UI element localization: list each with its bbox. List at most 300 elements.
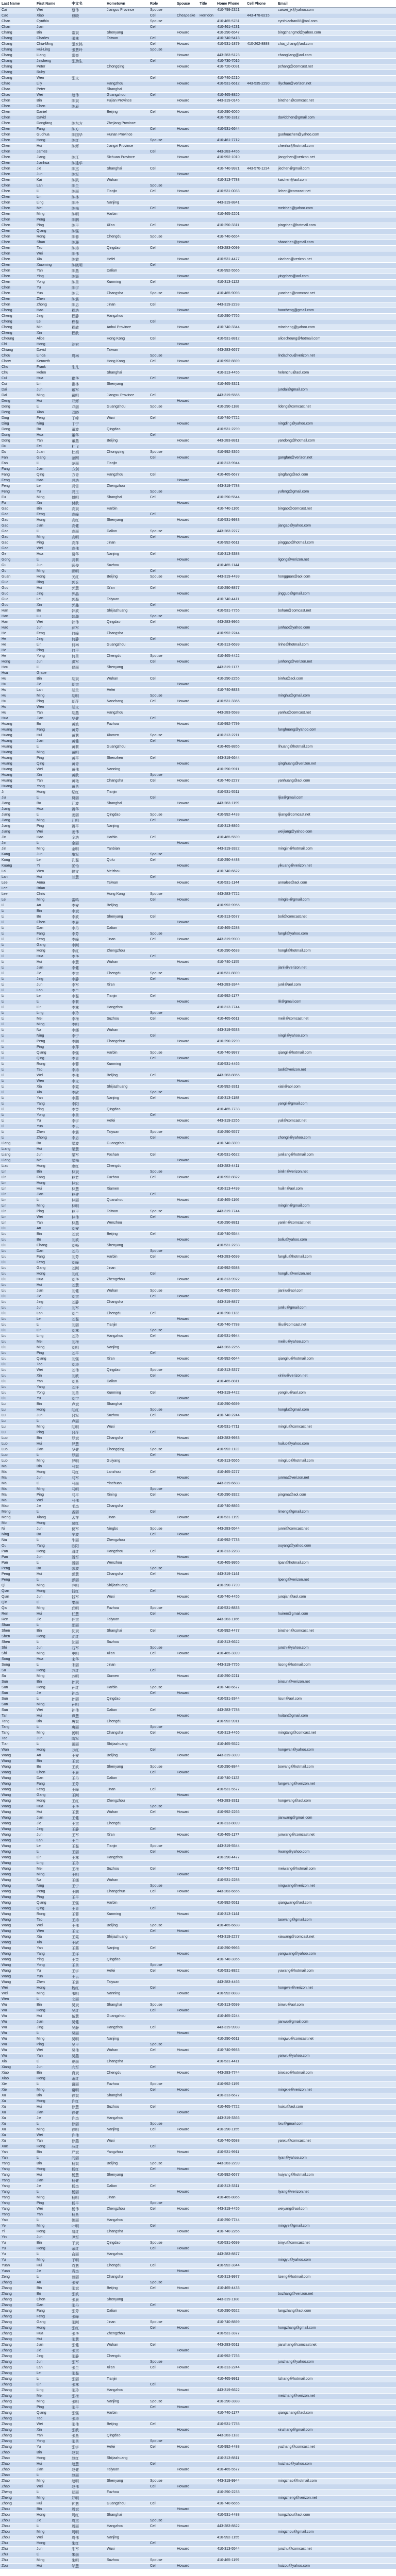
table-row	[0, 1527, 396, 1532]
chinese-name-cell: 郑丽	[70, 2490, 105, 2496]
role-cell: Spouse	[148, 971, 175, 977]
first-name-cell: Hua	[35, 954, 70, 960]
email-cell	[276, 172, 396, 178]
chinese-name-cell: 王明	[70, 1872, 105, 1878]
chinese-name-cell: 周琳	[70, 353, 105, 359]
chinese-name-cell: 王宇	[70, 1969, 105, 1974]
last-name-cell: Zhang	[0, 2303, 35, 2309]
last-name-cell: Chen	[0, 127, 35, 132]
home-phone-cell	[216, 1022, 245, 1028]
chinese-name-cell: 宋丽	[70, 1663, 105, 1668]
table-row	[0, 450, 396, 455]
hometown-cell: Changsha	[105, 1731, 148, 1736]
cell-phone-cell	[245, 2280, 276, 2286]
hometown-cell: Chengdu	[105, 654, 148, 659]
table-header	[0, 0, 396, 8]
spouse-cell: Howard	[175, 438, 198, 444]
spouse-cell: Howard	[175, 30, 198, 36]
email-cell: xinzhang@gmail.com	[276, 2428, 396, 2433]
role-cell	[148, 2337, 175, 2343]
title-cell	[198, 1498, 216, 1504]
last-name-cell: Lin	[0, 1209, 35, 1215]
title-cell	[198, 1680, 216, 1685]
table-row	[0, 931, 396, 937]
table-row	[0, 319, 396, 325]
chinese-name-cell: 李安	[70, 903, 105, 909]
role-cell: Spouse	[148, 489, 175, 495]
email-cell: lizhang@hotmail.com	[276, 2377, 396, 2382]
role-cell: Cell	[148, 1413, 175, 1419]
email-cell	[276, 234, 396, 240]
last-name-cell: Pan	[0, 1549, 35, 1555]
table-row	[0, 2048, 396, 2054]
home-phone-cell	[216, 2258, 245, 2263]
table-row	[0, 2127, 396, 2133]
email-cell	[276, 648, 396, 654]
first-name-cell: Li	[35, 1742, 70, 1748]
title-cell	[198, 348, 216, 353]
first-name-cell: Xia	[35, 1935, 70, 1940]
first-name-cell: Ping	[35, 756, 70, 761]
title-cell	[198, 1328, 216, 1334]
chinese-name-cell: 张军	[70, 2360, 105, 2365]
first-name-cell: Wei	[35, 2484, 70, 2490]
table-row	[0, 1617, 396, 1623]
title-cell	[198, 1272, 216, 1277]
title-cell	[198, 93, 216, 98]
role-cell	[148, 727, 175, 733]
chinese-name-cell: 郭鑫	[70, 603, 105, 608]
cell-phone-cell	[245, 2405, 276, 2411]
role-cell	[148, 132, 175, 138]
last-name-cell: Dai	[0, 387, 35, 393]
chinese-name-cell: 潘丽	[70, 1561, 105, 1566]
hometown-cell	[105, 795, 148, 801]
cell-phone-cell	[245, 1923, 276, 1929]
title-cell	[198, 1170, 216, 1175]
table-row	[0, 2326, 396, 2331]
email-cell: hongwang@aol.com	[276, 1799, 396, 1804]
cell-phone-cell	[245, 1646, 276, 1651]
role-cell: Cell	[148, 1668, 175, 1674]
hometown-cell	[105, 365, 148, 370]
last-name-cell: Zhou	[0, 2535, 35, 2541]
cell-phone-cell	[245, 2054, 276, 2059]
last-name-cell: Chen	[0, 104, 35, 110]
home-phone-cell	[216, 818, 245, 824]
table-row	[0, 563, 396, 569]
last-name-cell: Wang	[0, 1974, 35, 1980]
email-cell	[276, 1402, 396, 1408]
role-cell	[148, 501, 175, 506]
first-name-cell: Hong	[35, 2229, 70, 2235]
cell-phone-cell	[245, 1232, 276, 1238]
table-row	[0, 2003, 396, 2008]
first-name-cell: Hui	[35, 2337, 70, 2343]
cell-phone-cell	[245, 161, 276, 166]
last-name-cell: Wang	[0, 1969, 35, 1974]
spouse-cell	[175, 1549, 198, 1555]
chinese-name-cell: 丁峰	[70, 416, 105, 421]
title-cell	[198, 47, 216, 53]
cell-phone-cell	[245, 512, 276, 518]
last-name-cell: Xue	[0, 2144, 35, 2150]
role-cell	[148, 1067, 175, 1073]
hometown-cell	[105, 659, 148, 665]
cell-phone-cell	[245, 1986, 276, 1991]
table-row	[0, 70, 396, 76]
role-cell	[148, 1464, 175, 1470]
email-cell	[276, 1906, 396, 1912]
table-row	[0, 2025, 396, 2031]
hometown-cell: Tianjin	[105, 2377, 148, 2382]
last-name-cell: Lin	[0, 1198, 35, 1204]
cell-phone-cell	[245, 1810, 276, 1816]
hometown-cell: Qufu	[105, 858, 148, 863]
spouse-cell	[175, 846, 198, 852]
hometown-cell	[105, 2292, 148, 2297]
email-cell	[276, 1351, 396, 1357]
title-cell	[198, 1685, 216, 1691]
chinese-name-cell: 曾丽	[70, 2275, 105, 2280]
spouse-cell: Howard	[175, 1651, 198, 1657]
role-cell	[148, 2388, 175, 2394]
first-name-cell: Ying	[35, 1107, 70, 1113]
cell-phone-cell	[245, 693, 276, 699]
table-row	[0, 1850, 396, 1855]
table-row	[0, 2042, 396, 2048]
hometown-cell: Changchun	[105, 1889, 148, 1895]
hometown-cell	[105, 2360, 148, 2365]
spouse-cell	[175, 1243, 198, 1249]
chinese-name-cell: 李娜	[70, 1028, 105, 1033]
role-cell	[148, 1101, 175, 1107]
title-cell	[198, 144, 216, 149]
cell-phone-cell	[245, 25, 276, 30]
hometown-cell	[105, 2258, 148, 2263]
title-cell	[198, 2190, 216, 2195]
spouse-cell: Howard	[175, 778, 198, 784]
chinese-name-cell: 王刚	[70, 1793, 105, 1799]
last-name-cell: Chen	[0, 263, 35, 268]
first-name-cell: Li	[35, 2473, 70, 2479]
home-phone-cell: 410-740-3355	[216, 1957, 245, 1963]
table-row	[0, 404, 396, 410]
chinese-name-cell: 王军	[70, 1833, 105, 1838]
table-row	[0, 1714, 396, 1719]
last-name-cell: He	[0, 637, 35, 642]
table-row	[0, 314, 396, 319]
cell-phone-cell	[245, 784, 276, 790]
cell-phone-cell	[245, 1124, 276, 1130]
first-name-cell: Jian	[35, 1289, 70, 1294]
table-row	[0, 1073, 396, 1079]
cell-phone-cell	[245, 223, 276, 229]
hometown-cell: Wuhan	[105, 1028, 148, 1033]
cell-phone-cell	[245, 399, 276, 404]
chinese-name-cell: 刘波	[70, 1238, 105, 1243]
title-cell	[198, 965, 216, 971]
last-name-cell: Yu	[0, 2246, 35, 2252]
email-cell	[276, 2167, 396, 2173]
first-name-cell: Ming	[35, 1459, 70, 1464]
spouse-cell: Howard	[175, 591, 198, 597]
email-cell	[276, 1368, 396, 1374]
spouse-cell	[175, 410, 198, 416]
spouse-cell	[175, 756, 198, 761]
spouse-cell: Howard	[175, 2445, 198, 2450]
cell-phone-cell	[245, 1974, 276, 1980]
email-cell	[276, 1283, 396, 1289]
first-name-cell: Yang	[35, 1385, 70, 1391]
spouse-cell	[175, 1351, 198, 1357]
table-row	[0, 1209, 396, 1215]
spouse-cell: Howard	[175, 2048, 198, 2054]
table-row	[0, 1413, 396, 1419]
table-row	[0, 138, 396, 144]
spouse-cell	[175, 676, 198, 682]
cell-phone-cell	[245, 2309, 276, 2314]
role-cell	[148, 1957, 175, 1963]
cell-phone-cell	[245, 1385, 276, 1391]
role-cell	[148, 982, 175, 988]
chinese-name-cell: 韩伟	[70, 620, 105, 625]
first-name-cell: Ming	[35, 846, 70, 852]
spouse-cell	[175, 1204, 198, 1209]
hometown-cell: Dalian	[105, 268, 148, 274]
title-cell	[198, 1572, 216, 1578]
hometown-cell: Chengdu	[105, 1719, 148, 1725]
hometown-cell: Suzhou	[105, 563, 148, 569]
first-name-cell: Hong	[35, 138, 70, 144]
spouse-cell	[175, 1164, 198, 1170]
home-phone-cell	[216, 2394, 245, 2399]
table-row	[0, 416, 396, 421]
email-cell: meizhang@verizon.net	[276, 2394, 396, 2399]
first-name-cell: Ming	[35, 2496, 70, 2501]
title-cell	[198, 988, 216, 994]
first-name-cell: Hui	[35, 586, 70, 591]
spouse-cell	[175, 217, 198, 223]
title-cell	[198, 2558, 216, 2564]
email-cell: jianliu@aol.com	[276, 1289, 396, 1294]
last-name-cell: Chang	[0, 70, 35, 76]
email-cell: liyan@yahoo.com	[276, 2156, 396, 2161]
role-cell	[148, 1634, 175, 1640]
table-row	[0, 2507, 396, 2513]
table-row	[0, 892, 396, 897]
table-row	[0, 1697, 396, 1702]
home-phone-cell	[216, 841, 245, 846]
hometown-cell	[105, 603, 148, 608]
last-name-cell: Liu	[0, 1391, 35, 1396]
home-phone-cell: 410-465-2201	[216, 212, 245, 217]
chinese-name-cell: 冯浩	[70, 478, 105, 484]
email-cell: junma@verizon.net	[276, 1476, 396, 1481]
home-phone-cell: 410-992-8899	[216, 359, 245, 365]
last-name-cell: Lu	[0, 1402, 35, 1408]
hometown-cell: Shanghai	[105, 2513, 148, 2518]
last-name-cell: Xiao	[0, 2071, 35, 2076]
email-cell	[276, 535, 396, 540]
hometown-cell	[105, 1476, 148, 1481]
last-name-cell: Li	[0, 1073, 35, 1079]
role-cell	[148, 387, 175, 393]
title-cell	[198, 1243, 216, 1249]
cell-phone-cell	[245, 574, 276, 580]
last-name-cell: Chang	[0, 36, 35, 42]
email-cell	[276, 688, 396, 693]
table-row	[0, 1923, 396, 1929]
home-phone-cell	[216, 195, 245, 200]
hometown-cell	[105, 2065, 148, 2071]
hometown-cell: Chengdu	[105, 2263, 148, 2269]
chinese-name-cell: 杨明	[70, 2195, 105, 2201]
table-row	[0, 2354, 396, 2360]
email-cell: minglu@comcast.net	[276, 1425, 396, 1430]
last-name-cell: Zhang	[0, 2416, 35, 2422]
home-phone-cell: 443-283-0099	[216, 246, 245, 251]
email-cell	[276, 2535, 396, 2541]
email-cell: qinghuang@verizon.net	[276, 761, 396, 767]
last-name-cell: Lu	[0, 1425, 35, 1430]
last-name-cell: Qin	[0, 1600, 35, 1606]
email-cell	[276, 1430, 396, 1436]
title-cell	[198, 1935, 216, 1940]
table-row	[0, 631, 396, 637]
last-name-cell: Xu	[0, 2099, 35, 2105]
title-cell	[198, 620, 216, 625]
last-name-cell: Chang	[0, 53, 35, 59]
home-phone-cell: 410-740-9977	[216, 1050, 245, 1056]
first-name-cell: Ping	[35, 1493, 70, 1498]
hometown-cell: Jinan	[105, 540, 148, 546]
title-cell	[198, 2286, 216, 2292]
last-name-cell: Zhang	[0, 2422, 35, 2428]
title-cell	[198, 2462, 216, 2467]
cell-phone-cell	[245, 1957, 276, 1963]
title-cell	[198, 1912, 216, 1918]
table-row	[0, 1651, 396, 1657]
home-phone-cell	[216, 1510, 245, 1515]
home-phone-cell: 410-992-1199	[216, 2082, 245, 2088]
email-cell	[276, 1396, 396, 1402]
home-phone-cell	[216, 1430, 245, 1436]
home-phone-cell: 443-283-6699	[216, 1255, 245, 1260]
spouse-cell	[175, 104, 198, 110]
first-name-cell: James	[35, 149, 70, 155]
table-row	[0, 2088, 396, 2093]
home-phone-cell: 410-531-7755	[216, 2422, 245, 2428]
cell-phone-cell	[245, 1555, 276, 1561]
last-name-cell: Gu	[0, 569, 35, 574]
home-phone-cell: 410-740-5544	[216, 1232, 245, 1238]
spouse-cell	[175, 614, 198, 620]
title-cell	[198, 608, 216, 614]
hometown-cell: Hangzhou	[105, 1334, 148, 1340]
home-phone-cell: 410-531-1199	[216, 1515, 245, 1521]
first-name-cell: Jing	[35, 591, 70, 597]
role-cell	[148, 1782, 175, 1787]
chinese-name-cell: 刘平	[70, 1351, 105, 1357]
last-name-cell: Cheng	[0, 319, 35, 325]
table-row	[0, 1583, 396, 1589]
chinese-name-cell: 刘军	[70, 1306, 105, 1311]
email-cell: lipan@hotmail.com	[276, 1561, 396, 1566]
cell-phone-cell: 410-262-8888	[245, 42, 276, 47]
role-cell: Spouse	[148, 931, 175, 937]
chinese-name-cell: 陈强	[70, 229, 105, 234]
title-cell	[198, 2326, 216, 2331]
hometown-cell	[105, 705, 148, 710]
hometown-cell	[105, 104, 148, 110]
home-phone-cell: 410-465-3321	[216, 382, 245, 387]
hometown-cell: Hangzhou	[105, 2116, 148, 2122]
spouse-cell	[175, 1623, 198, 1629]
email-cell	[276, 2110, 396, 2116]
role-cell: Cell	[148, 336, 175, 342]
last-name-cell: Xu	[0, 2105, 35, 2110]
role-cell: Cell	[148, 1192, 175, 1198]
title-cell	[198, 353, 216, 359]
first-name-cell: Jie	[35, 971, 70, 977]
home-phone-cell	[216, 2507, 245, 2513]
chinese-name-cell: 赵伟	[70, 93, 105, 98]
hometown-cell	[105, 1850, 148, 1855]
home-phone-cell	[216, 693, 245, 699]
title-cell	[198, 495, 216, 501]
role-cell	[148, 161, 175, 166]
table-row	[0, 2416, 396, 2422]
last-name-cell: Hu	[0, 705, 35, 710]
last-name-cell: Wang	[0, 1872, 35, 1878]
title-cell	[198, 2218, 216, 2224]
title-cell	[198, 1895, 216, 1901]
title-cell	[198, 1192, 216, 1198]
role-cell	[148, 2229, 175, 2235]
email-cell	[276, 1844, 396, 1850]
email-cell	[276, 302, 396, 308]
title-cell	[198, 1379, 216, 1385]
email-cell	[276, 2116, 396, 2122]
hometown-cell: Jinan	[105, 2320, 148, 2326]
email-cell	[276, 2382, 396, 2388]
email-cell: xiawang@comcast.net	[276, 1935, 396, 1940]
title-cell	[198, 693, 216, 699]
chinese-name-cell: 程浩	[70, 308, 105, 314]
home-phone-cell	[216, 1362, 245, 1368]
last-name-cell: Chen	[0, 121, 35, 127]
email-cell: huiluo@yahoo.com	[276, 1442, 396, 1447]
chinese-name-cell: 林明	[70, 1204, 105, 1209]
spouse-cell	[175, 2116, 198, 2122]
first-name-cell: Ning	[35, 1033, 70, 1039]
home-phone-cell	[216, 1249, 245, 1255]
home-phone-cell	[216, 2031, 245, 2037]
cell-phone-cell	[245, 1493, 276, 1498]
chinese-name-cell: 刘丹	[70, 1249, 105, 1255]
title-cell	[198, 1340, 216, 1345]
last-name-cell: Wang	[0, 1765, 35, 1770]
first-name-cell: Qiang	[35, 2411, 70, 2416]
home-phone-cell: 410-465-8866	[216, 2195, 245, 2201]
role-cell: Cell	[148, 586, 175, 591]
title-cell	[198, 2071, 216, 2076]
last-name-cell: Wang	[0, 1810, 35, 1816]
last-name-cell: Liu	[0, 1379, 35, 1385]
spouse-cell	[175, 909, 198, 914]
cell-phone-cell	[245, 2133, 276, 2139]
